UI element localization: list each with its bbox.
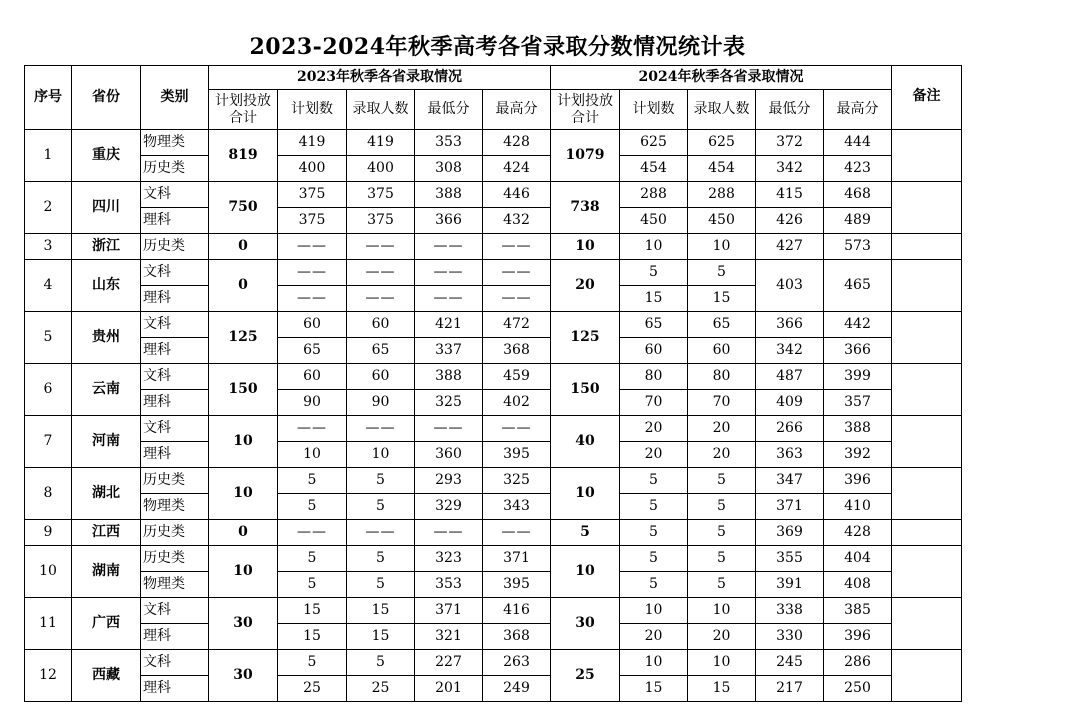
cell-max-2024: 408 — [824, 572, 892, 598]
row-province: 广西 — [72, 598, 141, 650]
row-remarks — [892, 260, 962, 312]
cell-admitted-2024: 5 — [688, 546, 756, 572]
row-category: 历史类 — [141, 468, 209, 494]
cell-max-2024: 388 — [824, 416, 892, 442]
cell-max-2024: 396 — [824, 624, 892, 650]
row-remarks — [892, 520, 962, 546]
cell-admitted-2024: 15 — [688, 676, 756, 702]
cell-admitted-2024: 70 — [688, 390, 756, 416]
row-category: 文科 — [141, 650, 209, 676]
row-category: 文科 — [141, 364, 209, 390]
row-category: 物理类 — [141, 494, 209, 520]
cell-admitted-2024: 10 — [688, 650, 756, 676]
cell-max-2024: 250 — [824, 676, 892, 702]
cell-admitted-2024: 5 — [688, 260, 756, 286]
row-category: 理科 — [141, 676, 209, 702]
cell-min-2024: 342 — [756, 338, 824, 364]
cell-plan-2024: 450 — [620, 208, 688, 234]
row-seq: 4 — [25, 260, 72, 312]
cell-min-2023: 227 — [415, 650, 483, 676]
cell-max-2024: 366 — [824, 338, 892, 364]
cell-plan-2024: 5 — [620, 546, 688, 572]
row-seq: 11 — [25, 598, 72, 650]
cell-min-2023: 293 — [415, 468, 483, 494]
cell-max-2024: 410 — [824, 494, 892, 520]
cell-admitted-2024: 288 — [688, 182, 756, 208]
row-total-plan-2024: 30 — [551, 598, 620, 650]
cell-max-2024: 444 — [824, 130, 892, 156]
header-row-1 — [25, 66, 962, 90]
row-seq: 3 — [25, 234, 72, 260]
cell-admitted-2024: 60 — [688, 338, 756, 364]
row-total-plan-2023: 10 — [209, 546, 278, 598]
cell-max-2023: 371 — [483, 546, 551, 572]
cell-plan-2024: 80 — [620, 364, 688, 390]
cell-admitted-2024: 5 — [688, 520, 756, 546]
cell-min-2023: 353 — [415, 572, 483, 598]
cell-max-2024: 468 — [824, 182, 892, 208]
cell-admitted-2024: 20 — [688, 442, 756, 468]
cell-max-2023: 325 — [483, 468, 551, 494]
header-total-plan-2024: 计划投放合计 — [551, 90, 620, 130]
cell-admitted-2023: 60 — [347, 364, 415, 390]
cell-admitted-2023: 15 — [347, 598, 415, 624]
table-row — [25, 598, 962, 624]
cell-admitted-2023: 15 — [347, 624, 415, 650]
table-row — [25, 624, 962, 650]
row-remarks — [892, 312, 962, 364]
row-total-plan-2023: 10 — [209, 468, 278, 520]
header-admitted-2023: 录取人数 — [347, 90, 415, 130]
cell-min-2023: 366 — [415, 208, 483, 234]
cell-min-2024: 347 — [756, 468, 824, 494]
table-row — [25, 364, 962, 390]
row-total-plan-2024: 1079 — [551, 130, 620, 182]
header-min-2023: 最低分 — [415, 90, 483, 130]
cell-max-2023: 416 — [483, 598, 551, 624]
cell-min-2024: 403 — [756, 260, 824, 312]
table-row — [25, 520, 962, 546]
cell-plan-2023: 5 — [278, 494, 347, 520]
row-category: 理科 — [141, 338, 209, 364]
cell-min-2023: 371 — [415, 598, 483, 624]
table-row — [25, 208, 962, 234]
row-seq: 5 — [25, 312, 72, 364]
cell-min-2023: 353 — [415, 130, 483, 156]
cell-min-2024: 342 — [756, 156, 824, 182]
cell-plan-2024: 454 — [620, 156, 688, 182]
cell-min-2024: 415 — [756, 182, 824, 208]
cell-min-2024: 217 — [756, 676, 824, 702]
row-province: 河南 — [72, 416, 141, 468]
row-remarks — [892, 468, 962, 520]
cell-max-2023: 432 — [483, 208, 551, 234]
cell-max-2024: 399 — [824, 364, 892, 390]
cell-plan-2023: 65 — [278, 338, 347, 364]
header-max-2024: 最高分 — [824, 90, 892, 130]
cell-max-2023: 395 — [483, 572, 551, 598]
cell-admitted-2024: 20 — [688, 416, 756, 442]
cell-max-2023: 249 — [483, 676, 551, 702]
page-title: 2023-2024年秋季高考各省录取分数情况统计表 — [249, 34, 746, 60]
cell-plan-2024: 5 — [620, 494, 688, 520]
cell-admitted-2023: 375 — [347, 182, 415, 208]
cell-min-2024: 366 — [756, 312, 824, 338]
cell-admitted-2023: 5 — [347, 546, 415, 572]
header-plan-2024: 计划数 — [620, 90, 688, 130]
cell-admitted-2023: 90 — [347, 390, 415, 416]
row-total-plan-2024: 5 — [551, 520, 620, 546]
cell-min-2024: 330 — [756, 624, 824, 650]
cell-min-2024: 371 — [756, 494, 824, 520]
row-category: 历史类 — [141, 520, 209, 546]
row-total-plan-2023: 30 — [209, 598, 278, 650]
table-row — [25, 260, 962, 286]
row-seq: 1 — [25, 130, 72, 182]
cell-plan-2024: 288 — [620, 182, 688, 208]
row-province: 西藏 — [72, 650, 141, 702]
cell-admitted-2023: —— — [347, 286, 415, 312]
cell-min-2024: 363 — [756, 442, 824, 468]
header-group-2024: 2024年秋季各省录取情况 — [551, 66, 892, 90]
cell-plan-2024: 5 — [620, 520, 688, 546]
cell-max-2024: 404 — [824, 546, 892, 572]
table-row — [25, 676, 962, 702]
cell-admitted-2024: 20 — [688, 624, 756, 650]
row-seq: 2 — [25, 182, 72, 234]
row-category: 文科 — [141, 312, 209, 338]
cell-admitted-2024: 5 — [688, 468, 756, 494]
row-total-plan-2024: 150 — [551, 364, 620, 416]
cell-admitted-2023: 375 — [347, 208, 415, 234]
row-seq: 8 — [25, 468, 72, 520]
cell-admitted-2023: 25 — [347, 676, 415, 702]
header-total-plan-2023: 计划投放合计 — [209, 90, 278, 130]
row-category: 理科 — [141, 208, 209, 234]
cell-min-2023: 337 — [415, 338, 483, 364]
cell-max-2024: 396 — [824, 468, 892, 494]
cell-min-2023: —— — [415, 260, 483, 286]
row-province: 浙江 — [72, 234, 141, 260]
cell-plan-2024: 625 — [620, 130, 688, 156]
row-remarks — [892, 416, 962, 468]
row-remarks — [892, 234, 962, 260]
header-plan-2023: 计划数 — [278, 90, 347, 130]
cell-min-2023: 388 — [415, 364, 483, 390]
cell-min-2024: 369 — [756, 520, 824, 546]
row-seq: 10 — [25, 546, 72, 598]
header-province: 省份 — [72, 66, 141, 130]
cell-max-2024: 465 — [824, 260, 892, 312]
table-row — [25, 572, 962, 598]
cell-min-2023: 323 — [415, 546, 483, 572]
row-province: 重庆 — [72, 130, 141, 182]
table-row — [25, 390, 962, 416]
row-total-plan-2023: 750 — [209, 182, 278, 234]
row-remarks — [892, 182, 962, 234]
cell-plan-2023: 60 — [278, 364, 347, 390]
cell-plan-2024: 10 — [620, 234, 688, 260]
row-total-plan-2023: 150 — [209, 364, 278, 416]
cell-max-2024: 428 — [824, 520, 892, 546]
cell-admitted-2024: 15 — [688, 286, 756, 312]
cell-min-2023: 321 — [415, 624, 483, 650]
cell-plan-2024: 5 — [620, 260, 688, 286]
cell-max-2024: 385 — [824, 598, 892, 624]
row-category: 文科 — [141, 260, 209, 286]
cell-plan-2023: 15 — [278, 624, 347, 650]
row-seq: 6 — [25, 364, 72, 416]
table-row — [25, 130, 962, 156]
cell-plan-2024: 10 — [620, 598, 688, 624]
admission-table — [24, 65, 962, 702]
cell-min-2024: 427 — [756, 234, 824, 260]
row-total-plan-2024: 25 — [551, 650, 620, 702]
cell-admitted-2024: 625 — [688, 130, 756, 156]
header-seq: 序号 — [25, 66, 72, 130]
row-province: 湖南 — [72, 546, 141, 598]
row-category: 物理类 — [141, 130, 209, 156]
cell-plan-2024: 20 — [620, 624, 688, 650]
table-row — [25, 650, 962, 676]
cell-min-2023: —— — [415, 520, 483, 546]
header-category: 类别 — [141, 66, 209, 130]
row-seq: 9 — [25, 520, 72, 546]
row-province: 贵州 — [72, 312, 141, 364]
cell-min-2023: 360 — [415, 442, 483, 468]
cell-max-2023: —— — [483, 416, 551, 442]
cell-min-2023: 421 — [415, 312, 483, 338]
cell-max-2024: 442 — [824, 312, 892, 338]
cell-admitted-2023: 60 — [347, 312, 415, 338]
row-category: 理科 — [141, 286, 209, 312]
cell-plan-2023: —— — [278, 234, 347, 260]
cell-min-2024: 391 — [756, 572, 824, 598]
cell-admitted-2024: 5 — [688, 572, 756, 598]
cell-plan-2024: 15 — [620, 286, 688, 312]
row-category: 理科 — [141, 442, 209, 468]
table-row — [25, 182, 962, 208]
row-total-plan-2024: 40 — [551, 416, 620, 468]
table-row — [25, 416, 962, 442]
cell-admitted-2024: 10 — [688, 598, 756, 624]
cell-min-2023: —— — [415, 234, 483, 260]
cell-max-2024: 573 — [824, 234, 892, 260]
row-seq: 7 — [25, 416, 72, 468]
cell-plan-2023: 5 — [278, 572, 347, 598]
row-category: 文科 — [141, 598, 209, 624]
row-province: 山东 — [72, 260, 141, 312]
cell-min-2023: 325 — [415, 390, 483, 416]
cell-plan-2024: 5 — [620, 468, 688, 494]
cell-plan-2023: 15 — [278, 598, 347, 624]
row-total-plan-2024: 125 — [551, 312, 620, 364]
row-remarks — [892, 598, 962, 650]
cell-admitted-2023: —— — [347, 416, 415, 442]
cell-max-2023: 446 — [483, 182, 551, 208]
table-row — [25, 156, 962, 182]
row-category: 理科 — [141, 624, 209, 650]
cell-plan-2024: 20 — [620, 442, 688, 468]
cell-admitted-2023: —— — [347, 520, 415, 546]
cell-max-2023: —— — [483, 286, 551, 312]
cell-plan-2023: —— — [278, 416, 347, 442]
header-remarks: 备注 — [892, 66, 962, 130]
row-category: 历史类 — [141, 546, 209, 572]
table-row — [25, 546, 962, 572]
table-row — [25, 312, 962, 338]
row-category: 历史类 — [141, 156, 209, 182]
row-total-plan-2023: 0 — [209, 234, 278, 260]
cell-plan-2024: 65 — [620, 312, 688, 338]
row-province: 云南 — [72, 364, 141, 416]
cell-max-2024: 423 — [824, 156, 892, 182]
cell-max-2023: 459 — [483, 364, 551, 390]
table-row — [25, 494, 962, 520]
row-seq: 12 — [25, 650, 72, 702]
cell-plan-2023: 419 — [278, 130, 347, 156]
cell-min-2023: —— — [415, 416, 483, 442]
table-row — [25, 442, 962, 468]
cell-max-2023: 472 — [483, 312, 551, 338]
table-row — [25, 468, 962, 494]
cell-admitted-2024: 454 — [688, 156, 756, 182]
cell-max-2023: 402 — [483, 390, 551, 416]
cell-plan-2023: —— — [278, 260, 347, 286]
header-min-2024: 最低分 — [756, 90, 824, 130]
row-remarks — [892, 546, 962, 598]
cell-min-2024: 338 — [756, 598, 824, 624]
cell-min-2024: 426 — [756, 208, 824, 234]
row-total-plan-2024: 20 — [551, 260, 620, 312]
cell-admitted-2024: 65 — [688, 312, 756, 338]
cell-admitted-2023: 5 — [347, 494, 415, 520]
cell-plan-2024: 15 — [620, 676, 688, 702]
row-total-plan-2023: 819 — [209, 130, 278, 182]
cell-plan-2024: 60 — [620, 338, 688, 364]
cell-plan-2023: 25 — [278, 676, 347, 702]
cell-max-2023: 428 — [483, 130, 551, 156]
cell-max-2024: 392 — [824, 442, 892, 468]
cell-plan-2024: 5 — [620, 572, 688, 598]
row-total-plan-2023: 0 — [209, 260, 278, 312]
cell-plan-2023: —— — [278, 520, 347, 546]
cell-min-2023: 201 — [415, 676, 483, 702]
header-group-2023: 2023年秋季各省录取情况 — [209, 66, 551, 90]
cell-min-2024: 245 — [756, 650, 824, 676]
cell-plan-2023: 375 — [278, 208, 347, 234]
cell-admitted-2024: 450 — [688, 208, 756, 234]
cell-plan-2024: 20 — [620, 416, 688, 442]
row-province: 四川 — [72, 182, 141, 234]
cell-admitted-2023: 5 — [347, 650, 415, 676]
cell-admitted-2024: 80 — [688, 364, 756, 390]
cell-max-2023: —— — [483, 520, 551, 546]
row-category: 历史类 — [141, 234, 209, 260]
cell-max-2023: 395 — [483, 442, 551, 468]
cell-plan-2023: —— — [278, 286, 347, 312]
cell-min-2024: 266 — [756, 416, 824, 442]
header-admitted-2024: 录取人数 — [688, 90, 756, 130]
table-row — [25, 338, 962, 364]
row-category: 物理类 — [141, 572, 209, 598]
cell-plan-2023: 60 — [278, 312, 347, 338]
cell-admitted-2023: 5 — [347, 572, 415, 598]
row-category: 文科 — [141, 416, 209, 442]
cell-plan-2023: 375 — [278, 182, 347, 208]
cell-max-2023: 343 — [483, 494, 551, 520]
row-total-plan-2023: 125 — [209, 312, 278, 364]
row-total-plan-2023: 30 — [209, 650, 278, 702]
cell-plan-2024: 10 — [620, 650, 688, 676]
cell-max-2023: 368 — [483, 624, 551, 650]
cell-min-2024: 487 — [756, 364, 824, 390]
cell-max-2023: —— — [483, 260, 551, 286]
cell-max-2023: 424 — [483, 156, 551, 182]
cell-plan-2023: 5 — [278, 650, 347, 676]
cell-plan-2023: 90 — [278, 390, 347, 416]
cell-min-2023: 388 — [415, 182, 483, 208]
cell-min-2024: 372 — [756, 130, 824, 156]
row-province: 湖北 — [72, 468, 141, 520]
table-row — [25, 234, 962, 260]
row-total-plan-2024: 738 — [551, 182, 620, 234]
cell-min-2024: 355 — [756, 546, 824, 572]
row-total-plan-2023: 10 — [209, 416, 278, 468]
cell-max-2024: 489 — [824, 208, 892, 234]
cell-plan-2024: 70 — [620, 390, 688, 416]
row-remarks — [892, 130, 962, 182]
cell-min-2023: 329 — [415, 494, 483, 520]
cell-admitted-2023: 419 — [347, 130, 415, 156]
cell-admitted-2024: 10 — [688, 234, 756, 260]
cell-admitted-2023: 10 — [347, 442, 415, 468]
row-province: 江西 — [72, 520, 141, 546]
cell-max-2024: 357 — [824, 390, 892, 416]
cell-admitted-2023: —— — [347, 260, 415, 286]
cell-admitted-2023: 400 — [347, 156, 415, 182]
cell-plan-2023: 400 — [278, 156, 347, 182]
row-total-plan-2024: 10 — [551, 468, 620, 520]
cell-plan-2023: 5 — [278, 468, 347, 494]
cell-max-2023: 263 — [483, 650, 551, 676]
cell-max-2023: 368 — [483, 338, 551, 364]
cell-min-2023: —— — [415, 286, 483, 312]
cell-max-2023: —— — [483, 234, 551, 260]
row-category: 文科 — [141, 182, 209, 208]
header-max-2023: 最高分 — [483, 90, 551, 130]
cell-max-2024: 286 — [824, 650, 892, 676]
cell-min-2024: 409 — [756, 390, 824, 416]
cell-admitted-2023: 5 — [347, 468, 415, 494]
cell-plan-2023: 5 — [278, 546, 347, 572]
row-category: 理科 — [141, 390, 209, 416]
row-remarks — [892, 364, 962, 416]
row-total-plan-2023: 0 — [209, 520, 278, 546]
cell-plan-2023: 10 — [278, 442, 347, 468]
cell-admitted-2023: 65 — [347, 338, 415, 364]
row-remarks — [892, 650, 962, 702]
row-total-plan-2024: 10 — [551, 234, 620, 260]
cell-admitted-2023: —— — [347, 234, 415, 260]
cell-admitted-2024: 5 — [688, 494, 756, 520]
row-total-plan-2024: 10 — [551, 546, 620, 598]
cell-min-2023: 308 — [415, 156, 483, 182]
